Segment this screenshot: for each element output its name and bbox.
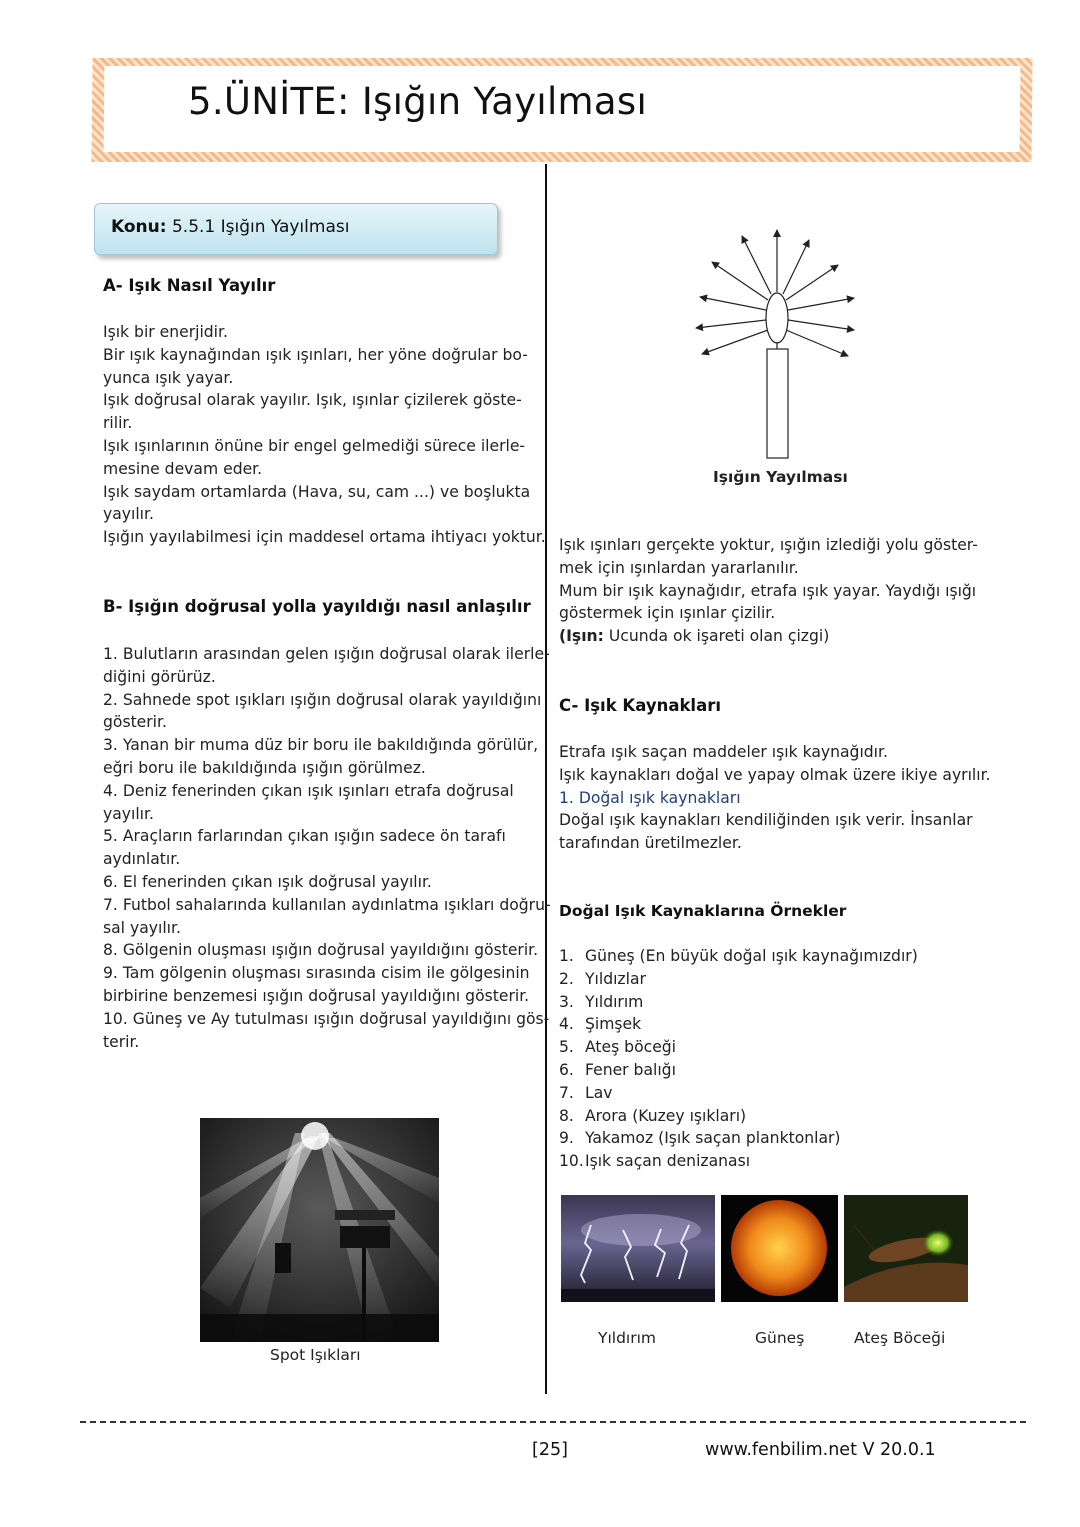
section-a-line: rilir.: [103, 414, 133, 433]
right-intro-body: [559, 534, 978, 625]
right-intro-line: Mum bir ışık kaynağıdır, etrafa ışık yayar. Yaydığı ışığı: [559, 581, 977, 600]
example-text: Lav: [585, 1083, 613, 1102]
example-text: Şimşek: [585, 1015, 642, 1034]
section-a-line: Işık bir enerjidir.: [103, 323, 228, 341]
example-item: [559, 1082, 918, 1105]
example-number: 6.: [559, 1060, 574, 1079]
right-intro-line: göstermek için ışınlar çizilir.: [559, 604, 776, 623]
section-b-line: 7. Futbol sahalarında kullanılan aydınlatma ışıkları doğru-: [103, 895, 551, 914]
example-number: 8.: [559, 1106, 574, 1125]
firefly-caption: Ateş Böceği: [854, 1329, 946, 1347]
example-number: 10.: [559, 1152, 584, 1171]
candle-rays-image: [690, 222, 860, 464]
example-item: [559, 945, 918, 968]
example-text: Yakamoz (Işık saçan planktonlar): [585, 1129, 841, 1148]
example-item: [559, 1013, 918, 1036]
section-c-line: tarafından üretilmezler.: [559, 834, 742, 853]
section-b-line: 6. El fenerinden çıkan ışık doğrusal yayılır.: [103, 872, 432, 891]
example-number: 7.: [559, 1083, 574, 1102]
section-b-line: birbirine benzemesi ışığın doğrusal yayıldığını gösterir.: [103, 986, 530, 1005]
example-text: Yıldızlar: [585, 969, 646, 988]
example-item: [559, 1150, 918, 1173]
examples-list: [559, 945, 918, 1173]
right-intro-line: mek için ışınlardan yararlanılır.: [559, 558, 799, 577]
section-b-line: diğini görürüz.: [103, 667, 216, 686]
section-a-line: yunca ışık yayar.: [103, 368, 234, 387]
topic-text: Konu: 5.5.1 Işığın Yayılması: [111, 217, 350, 237]
section-b-line: 1. Bulutların arasından gelen ışığın doğrusal olarak ilerle-: [103, 645, 550, 663]
lightning-image: [561, 1195, 715, 1302]
spotlights-photo: [200, 1118, 439, 1342]
section-a-body: [103, 321, 546, 549]
section-c-body: [559, 741, 991, 855]
section-a-line: Işığın yayılabilmesi için maddesel ortama ihtiyacı yoktur.: [103, 528, 546, 547]
example-text: Işık saçan denizanası: [585, 1152, 751, 1171]
section-b-line: gösterir.: [103, 713, 167, 732]
topic-box: [94, 203, 498, 255]
example-text: Güneş (En büyük doğal ışık kaynağımızdır): [585, 947, 918, 965]
section-c-heading: C- Işık Kaynakları: [559, 696, 722, 715]
example-item: [559, 1127, 918, 1150]
spotlights-caption: Spot Işıkları: [270, 1346, 361, 1364]
example-number: 2.: [559, 969, 574, 988]
example-number: 3.: [559, 992, 574, 1011]
spotlights-image: [200, 1118, 439, 1342]
section-c-line: Etrafa ışık saçan maddeler ışık kaynağıdır.: [559, 743, 888, 761]
firefly-image: [844, 1195, 968, 1302]
example-item: [559, 1105, 918, 1128]
example-number: 4.: [559, 1015, 574, 1034]
section-a-line: yayılır.: [103, 505, 154, 524]
footer-divider: [80, 1421, 1026, 1423]
example-item: [559, 991, 918, 1014]
footer-website: www.fenbilim.net V 20.0.1: [705, 1440, 936, 1460]
example-item: [559, 968, 918, 991]
section-b-line: eğri boru ile bakıldığında ışığın görülmez.: [103, 758, 426, 777]
sun-image: [721, 1195, 838, 1302]
example-number: 5.: [559, 1038, 574, 1057]
section-a-line: Işık doğrusal olarak yayılır. Işık, ışınlar çizilerek göste-: [103, 391, 522, 410]
sun-photo: [721, 1195, 838, 1302]
section-b-line: 5. Araçların farlarından çıkan ışığın sadece ön tarafı: [103, 827, 506, 846]
section-c-line: Işık kaynakları doğal ve yapay olmak üzere ikiye ayrılır.: [559, 765, 991, 784]
natural-sources-subheading: 1. Doğal ışık kaynakları: [559, 788, 741, 807]
page-title: 5.ÜNİTE: Işığın Yayılması: [188, 80, 648, 123]
example-text: Fener balığı: [585, 1060, 676, 1079]
page-number: [25]: [532, 1440, 568, 1460]
section-b-line: 9. Tam gölgenin oluşması sırasında cisim ile gölgesinin: [103, 964, 530, 983]
section-b-line: 10. Güneş ve Ay tutulması ışığın doğrusal yayıldığını gös-: [103, 1009, 550, 1028]
section-b-line: terir.: [103, 1032, 140, 1051]
example-text: Yıldırım: [585, 992, 644, 1011]
section-a-line: Bir ışık kaynağından ışık ışınları, her yöne doğrular bo-: [103, 345, 528, 364]
right-intro-line: Işık ışınları gerçekte yoktur, ışığın izlediği yolu göster-: [559, 536, 978, 554]
sun-caption: Güneş: [755, 1329, 805, 1347]
section-b-heading: B- Işığın doğrusal yolla yayıldığı nasıl anlaşılır: [103, 597, 531, 616]
candle-diagram: [690, 222, 860, 464]
section-b-line: aydınlatır.: [103, 850, 181, 869]
lightning-caption: Yıldırım: [598, 1329, 657, 1347]
section-b-line: 4. Deniz fenerinden çıkan ışık ışınları etrafa doğrusal: [103, 781, 514, 800]
example-item: [559, 1059, 918, 1082]
examples-heading: Doğal Işık Kaynaklarına Örnekler: [559, 902, 847, 920]
section-a-line: Işık ışınlarının önüne bir engel gelmediği sürece ilerle-: [103, 436, 526, 455]
section-b-body: [103, 643, 551, 1053]
lightning-photo: [561, 1195, 715, 1302]
section-b-line: 2. Sahnede spot ışıkları ışığın doğrusal olarak yayıldığını: [103, 690, 542, 709]
section-a-line: Işık saydam ortamlarda (Hava, su, cam ...) ve boşlukta: [103, 482, 531, 501]
example-text: Ateş böceği: [585, 1038, 677, 1057]
section-a-line: mesine devam eder.: [103, 459, 263, 478]
ray-definition: (Işın: Ucunda ok işareti olan çizgi): [559, 627, 830, 645]
section-a-heading: A- Işık Nasıl Yayılır: [103, 276, 276, 295]
section-b-line: yayılır.: [103, 804, 154, 823]
example-text: Arora (Kuzey ışıkları): [585, 1106, 747, 1125]
section-b-line: 3. Yanan bir muma düz bir boru ile bakıldığında görülür,: [103, 736, 539, 755]
example-number: 1.: [559, 947, 574, 965]
diagram-caption: Işığın Yayılması: [713, 468, 848, 486]
example-item: [559, 1036, 918, 1059]
example-number: 9.: [559, 1129, 574, 1148]
section-b-line: sal yayılır.: [103, 918, 181, 937]
firefly-photo: [844, 1195, 968, 1302]
section-b-line: 8. Gölgenin oluşması ışığın doğrusal yayıldığını gösterir.: [103, 941, 539, 960]
section-c-line: Doğal ışık kaynakları kendiliğinden ışık verir. İnsanlar: [559, 811, 973, 830]
